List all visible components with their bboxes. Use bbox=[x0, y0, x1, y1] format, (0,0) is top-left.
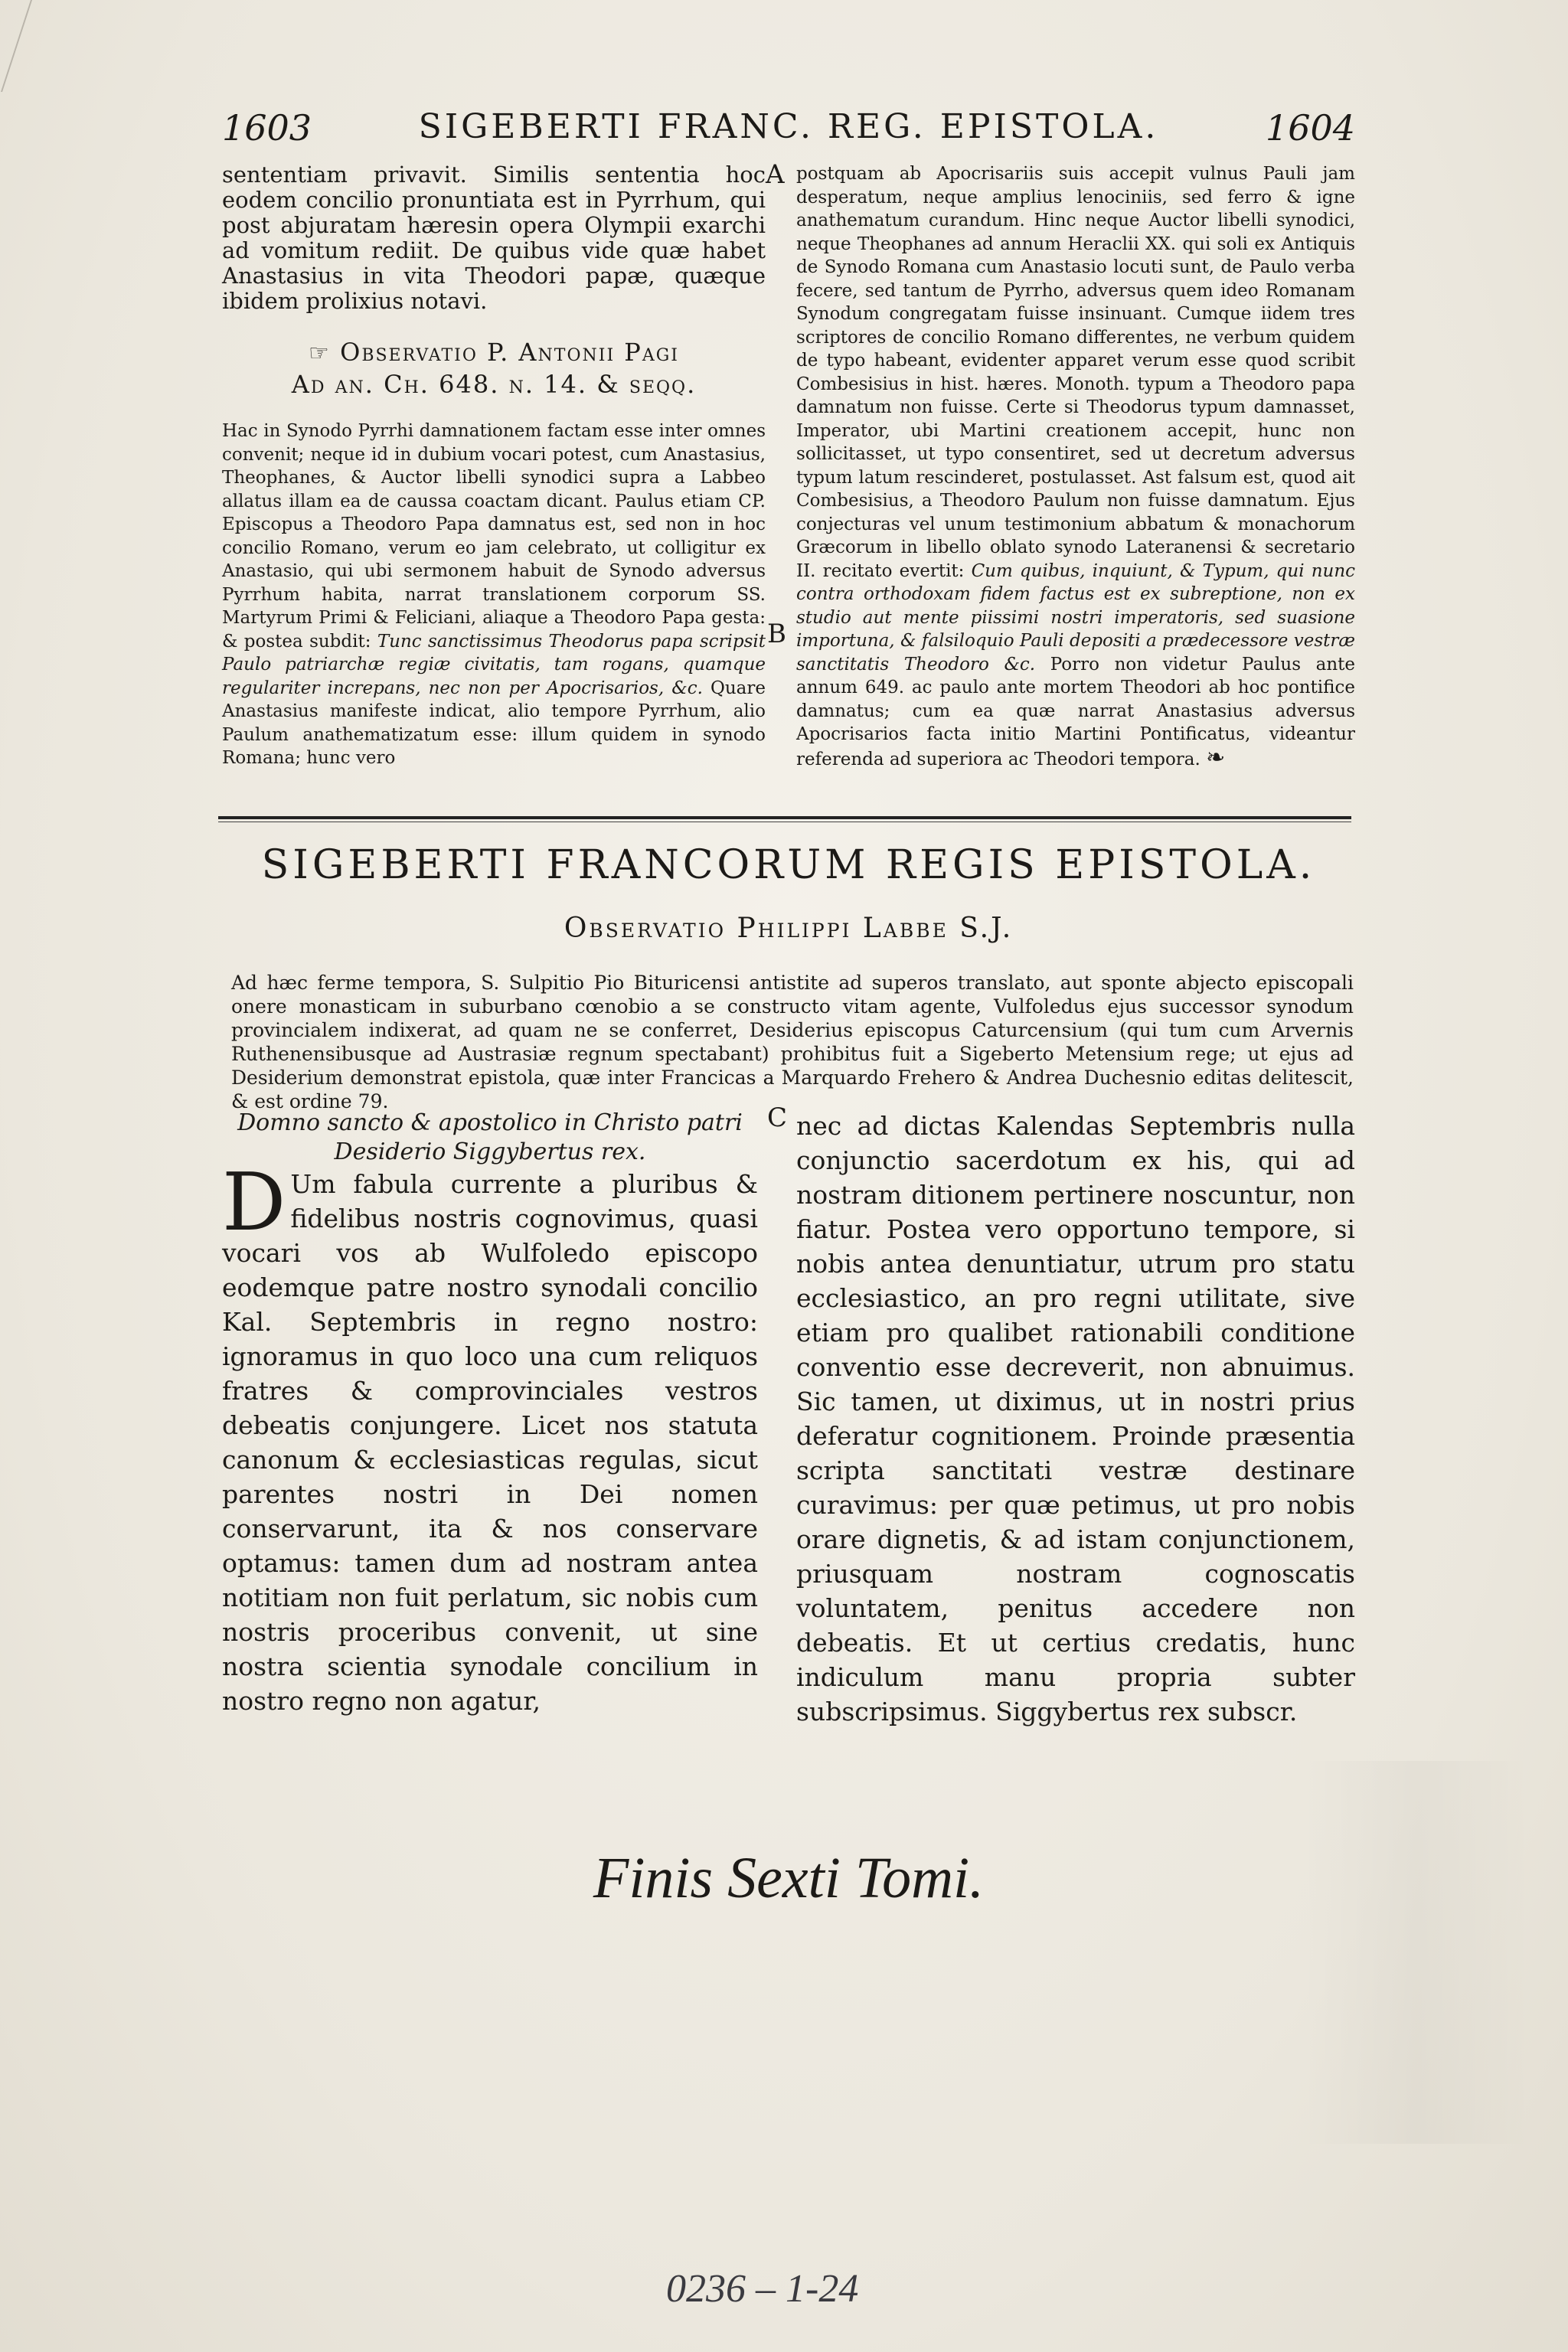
letter-body-left bbox=[222, 1155, 758, 1718]
letter-body-right: nec ad dictas Kalendas Septembris nulla conjunctio sacerdotum ex his, qui ad nostram ditionem pertinere noscuntur, non fiatur. Postea vero opportuno tempore, si nobis antea denuntiatur, utrum pro statu ecclesiastico, an pro regni utilitate, sive etiam pro qualibet rationabili conditione conventio esse decreverit, non abnuimus. Sic tamen, ut diximus, ut in nostri prius deferatur cognitionem. Proinde præsentia scripta sanctitati vestræ destinare curavimus: per quæ petimus, ut pro nobis orare dignetis, & ad istam conjunctionem, priusquam nostram cognoscatis voluntatem, penitus accedere non debeatis. Et ut certius credatis, hunc indiculum manu propria subter subscripsimus. Siggybertus rex subscr. bbox=[796, 1111, 1355, 1726]
letter-left-column bbox=[222, 1109, 758, 1718]
combesisius-text-b: Porro non videtur Paulus ante annum 649. ac paulo ante mortem Theodori ab hoc pontifice damnatus; cum ea quæ narrat Anastasius adversus Apocrisarios facta initio Martini Pontificatus, videantur referenda ad superiora ac Theodori tempora. bbox=[796, 654, 1356, 769]
page-number-right: 1604 bbox=[1265, 107, 1355, 149]
epistle-subtitle: Observatio Philippi Labbe S.J. bbox=[564, 913, 1014, 944]
pagi-quote-italic: Tunc sanctissimus Theodorus papa scripsit Paulo patriarchæ regiæ civitatis, tam rogans, quamque regulariter increpans, nec non per Apocrisarios, &c. bbox=[222, 631, 766, 698]
paragraph-sententiam: sententiam privavit. Similis sententia hoc eodem concilio pronuntiata est in Pyrrhum, qui post abjuratam hæresin opera Olympii exarchi ad vomitum rediit. De quibus vide quæ habet Anastasius in vita Theodori papæ, quæque ibidem prolixius notavi. bbox=[222, 162, 766, 314]
pagi-text-a: Hac in Synodo Pyrrhi damnationem factam esse inter omnes convenit; neque id in dubium vocari potest, cum Anastasius, Theophanes, & Auctor libelli synodici supra a Labbeo allatus illam ea de caussa coactam dicant. Paulus etiam CP. Episcopus a Theodoro Papa damnatus est, sed non in hoc concilio Romano, verum eo jam celebrato, ut colligitur ex Anastasio, qui ubi sermonem habuit de Synodo adversus Pyrrhum habita, narrat translationem corporum SS. Martyrum Primi & Feliciani, aliaque a Theodoro Papa gesta: & postea subdit: bbox=[222, 421, 766, 652]
show-through-shadow bbox=[1302, 1761, 1531, 2144]
combesisius-text-a: postquam ab Apocrisariis suis accepit vulnus Pauli jam desperatum, neque amplius lenociniis, sed ferro & igne anathematum curandum. Hinc neque Auctor libelli synodici, neque Theophanes ad annum Heraclii XX. qui soli ex Antiquis de Synodo Romana cum Anastasio locuti sunt, de Paulo verba fecere, sed tantum de Pyrrho, adversus quem ideo Romanam Synodum congregatam fuisse insinuant. Cumque iidem tres scriptores de concilio Romano differentes, ne verbum quidem de typo habeant, evidenter apparet verum esse quod scribit Combesisius in hist. hæres. Monoth. typum a Theodoro papa damnatum non fuisse. Certe si Theodorus typum damnasset, Imperator, ubi Martini creationem accepit, hunc non sollicitasset, ut typo consentiret, sed ut decretum adversus typum latum rescinderet, postulasset. Ast falsum est, quod ait Combesisius, a Theodoro Paulum non fuisse damnatum. Ejus conjecturas vel unum testimonium abbatum & monachorum Græcorum in libello oblato synodo Lateranensi & secretario II. recitato evertit: bbox=[796, 164, 1355, 581]
observation-subheading: Ad an. Ch. 648. n. 14. & seqq. bbox=[291, 370, 697, 399]
paragraph-pagi bbox=[222, 420, 766, 770]
margin-letter-a: A bbox=[766, 159, 785, 190]
page-number-left: 1603 bbox=[222, 107, 312, 149]
top-left-column bbox=[222, 162, 766, 770]
epistle-title: SIGEBERTI FRANCORUM REGIS EPISTOLA. bbox=[261, 842, 1316, 888]
epistle-introduction: Ad hæc ferme tempora, S. Sulpitio Pio Bituricensi antistite ad superos translato, aut sponte abjecto episcopali onere monasticam in suburbano cœnobio a se constructo vitam agente, Vulfoledus ejus successor synodum provincialem indixerat, ad quam ne se conferret, Desiderius episcopus Caturcensium (qui tum cum Arvernis Ruthenensibusque ad Austrasiæ regnum spectabant) prohibitus fuit a Sigeberto Metensium rege; ut ejus ad Desiderium demonstrat epistola, quæ inter Francicas a Marquardo Frehero & Andrea Duchesnio editas delitescit, & est ordine 79. bbox=[231, 972, 1354, 1112]
letter-body-left-text: Um fabula currente a pluribus & fidelibus nostris cognovimus, quasi vocari vos ab Wulfoledo episcopo eodemque patre nostro synodali concilio Kal. Septembris in regno nostro: ignoramus in quo loco una cum reliquos fratres & comprovinciales vestros debeatis conjungere. Licet nos statuta canonum & ecclesiasticas regulas, sicut parentes nostri in Dei nomen conservarunt, ita & nos conservare optamus: tamen dum ad nostram antea notitiam non fuit perlatum, sic nobis cum nostris proceribus convenit, ut sine nostra scientia synodale concilium in nostro regno non agatur, bbox=[222, 1169, 758, 1716]
letter-right-column bbox=[796, 1109, 1355, 1729]
fleuron-ornament-icon: ❧ bbox=[1206, 743, 1226, 771]
running-title: SIGEBERTI FRANC. REG. EPISTOLA. bbox=[418, 107, 1159, 146]
letter-salutation: Domno sancto & apostolico in Christo patri Desiderio Siggybertus rex. bbox=[237, 1109, 743, 1165]
observation-heading bbox=[222, 337, 766, 369]
combesisius-quote-italic: Cum quibus, inquiunt, & Typum, qui nunc contra orthodoxam fidem factus est ex subreptione, non ex studio aut mente piissimi nostri imperatoris, sed suasione importuna, & falsiloquio Pauli depositi a prædecessore vestræ sanctitatis Theodoro &c. bbox=[796, 560, 1356, 675]
pointing-hand-icon: ☞ bbox=[309, 340, 331, 367]
dropcap-letter: D bbox=[222, 1155, 286, 1249]
running-header bbox=[222, 107, 1355, 161]
top-right-column bbox=[796, 162, 1355, 771]
observation-title: Observatio P. Antonii Pagi bbox=[340, 338, 679, 367]
margin-letter-c: C bbox=[767, 1102, 788, 1133]
page-fold-line bbox=[0, 0, 32, 92]
finis-colophon: Finis Sexti Tomi. bbox=[593, 1846, 985, 1910]
section-divider-rule bbox=[218, 816, 1351, 819]
margin-letter-b: B bbox=[767, 619, 786, 649]
paragraph-combesisius bbox=[796, 162, 1355, 771]
shelfmark-stamp: 0236 – 1-24 bbox=[666, 2267, 859, 2311]
pagi-text-b: Quare Anastasius manifeste indicat, alio tempore Pyrrhum, alio Paulum anathematizatum esse: illum quidem in synodo Romana; hunc vero bbox=[222, 678, 766, 768]
